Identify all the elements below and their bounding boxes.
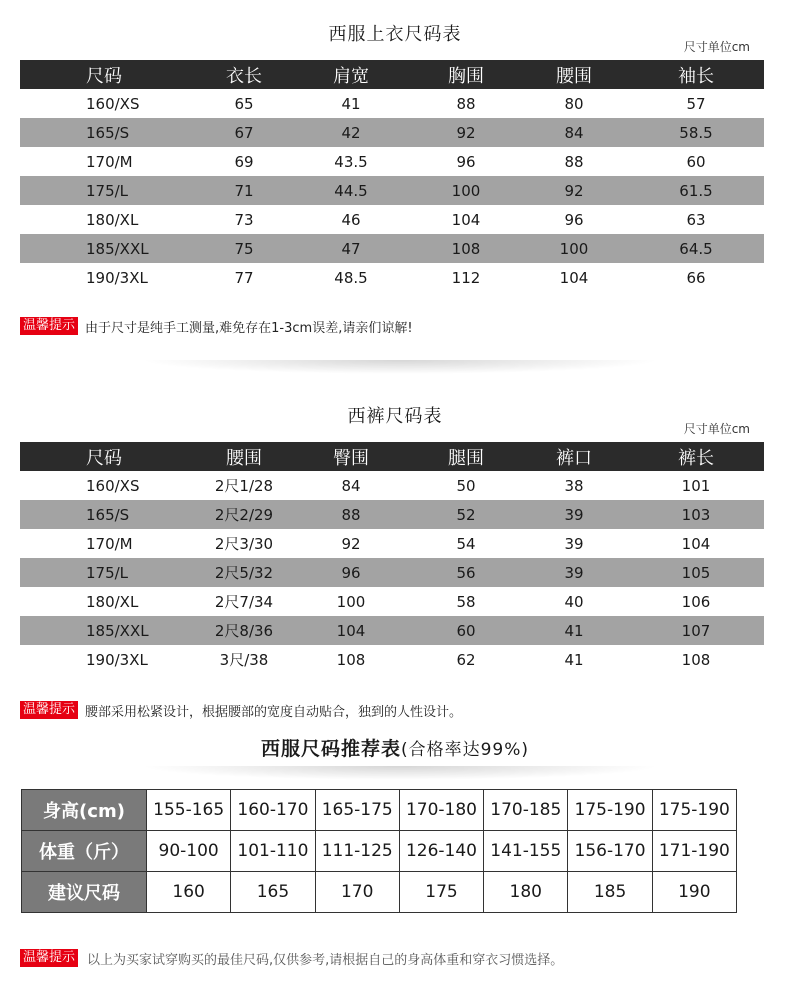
jacket-size-table — [20, 60, 764, 292]
table-cell: 156-170 — [568, 831, 652, 872]
table-cell: 96 — [564, 210, 584, 229]
table-cell: 165/S — [20, 118, 198, 147]
column-header: 裤口 — [520, 442, 628, 471]
table-cell: 104 — [681, 534, 711, 553]
table-cell: 165/S — [20, 500, 198, 529]
table-cell: 71 — [198, 176, 290, 205]
row-header: 建议尺码 — [22, 872, 147, 913]
table-cell: 39 — [520, 558, 628, 587]
table-row — [20, 645, 764, 674]
table-cell: 100 — [412, 176, 520, 205]
table-cell: 69 — [234, 152, 254, 171]
jacket-unit-label: 尺寸单位cm — [683, 40, 750, 54]
table-cell: 104 — [559, 268, 589, 287]
table-cell: 52 — [412, 500, 520, 529]
table-cell: 111-125 — [315, 831, 399, 872]
table-cell: 170-185 — [484, 790, 568, 831]
table-cell: 107 — [628, 616, 764, 645]
table-cell: 41 — [341, 94, 361, 113]
table-cell: 185 — [568, 872, 652, 913]
table-cell: 160 — [147, 872, 231, 913]
table-cell: 39 — [520, 500, 628, 529]
table-cell: 64.5 — [628, 234, 764, 263]
table-row — [20, 471, 764, 500]
table-cell: 40 — [564, 592, 584, 611]
table-cell: 57 — [686, 94, 706, 113]
table-cell: 180/XL — [86, 210, 139, 229]
tip-badge: 温馨提示 — [20, 317, 78, 335]
table-cell: 92 — [520, 176, 628, 205]
table-cell: 46 — [341, 210, 361, 229]
table-cell: 141-155 — [484, 831, 568, 872]
jacket-header-row — [20, 60, 764, 89]
table-cell: 165 — [231, 872, 315, 913]
jacket-tip — [20, 317, 413, 335]
table-cell: 48.5 — [334, 268, 368, 287]
section-divider — [140, 766, 660, 780]
table-cell: 160/XS — [86, 476, 140, 495]
table-cell: 42 — [290, 118, 412, 147]
table-cell: 170/M — [86, 534, 133, 553]
table-cell: 2尺1/28 — [214, 477, 274, 495]
pants-title: 西裤尺码表 — [347, 406, 443, 427]
column-header: 衣长 — [198, 60, 290, 89]
table-cell: 108 — [336, 650, 366, 669]
table-cell: 88 — [290, 500, 412, 529]
table-cell: 47 — [290, 234, 412, 263]
table-cell: 67 — [198, 118, 290, 147]
pants-body — [20, 471, 764, 674]
table-cell: 84 — [520, 118, 628, 147]
section-divider — [140, 360, 660, 374]
table-cell: 41 — [564, 650, 584, 669]
table-row — [20, 587, 764, 616]
table-cell: 77 — [234, 268, 254, 287]
table-cell: 175-190 — [652, 790, 736, 831]
table-cell: 180 — [484, 872, 568, 913]
column-header: 腰围 — [198, 442, 290, 471]
table-cell: 88 — [456, 94, 476, 113]
table-cell: 41 — [520, 616, 628, 645]
table-row — [20, 234, 764, 263]
table-cell: 104 — [290, 616, 412, 645]
table-cell: 44.5 — [290, 176, 412, 205]
table-cell: 170-180 — [399, 790, 483, 831]
table-cell: 50 — [456, 476, 476, 495]
recommend-title: 西服尺码推荐表(合格率达99%) — [260, 738, 530, 760]
table-cell: 96 — [456, 152, 476, 171]
table-cell: 92 — [341, 534, 361, 553]
tip-badge: 温馨提示 — [20, 949, 78, 967]
recommend-table — [21, 789, 737, 913]
pants-tip — [20, 701, 462, 719]
recommend-body — [22, 790, 737, 913]
table-cell: 175-190 — [568, 790, 652, 831]
pants-header-row — [20, 442, 764, 471]
jacket-body — [20, 89, 764, 292]
table-cell: 96 — [290, 558, 412, 587]
column-header: 臀围 — [290, 442, 412, 471]
column-header: 袖长 — [628, 60, 764, 89]
table-cell: 160/XS — [86, 94, 140, 113]
table-cell: 38 — [564, 476, 584, 495]
table-row — [20, 89, 764, 118]
table-row — [20, 529, 764, 558]
table-cell: 101-110 — [231, 831, 315, 872]
tip-text: 腰部采用松紧设计，根据腰部的宽度自动贴合，独到的人性设计。 — [85, 704, 463, 720]
table-cell: 190/3XL — [86, 268, 148, 287]
table-cell: 101 — [681, 476, 711, 495]
table-cell: 185/XXL — [20, 616, 198, 645]
recommend-tip — [20, 949, 563, 967]
table-cell: 100 — [336, 592, 366, 611]
table-cell: 75 — [198, 234, 290, 263]
table-cell: 90-100 — [147, 831, 231, 872]
table-cell: 65 — [234, 94, 254, 113]
table-cell: 62 — [456, 650, 476, 669]
table-row — [20, 263, 764, 292]
table-row — [20, 176, 764, 205]
table-cell: 3尺/38 — [219, 651, 269, 669]
table-cell: 2尺7/34 — [214, 593, 274, 611]
table-row — [20, 147, 764, 176]
table-cell: 2尺2/29 — [198, 500, 290, 529]
table-cell: 2尺8/36 — [198, 616, 290, 645]
table-cell: 175/L — [20, 176, 198, 205]
tip-text: 以上为买家试穿购买的最佳尺码,仅供参考,请根据自己的身高体重和穿衣习惯选择。 — [87, 952, 564, 968]
column-header: 胸围 — [412, 60, 520, 89]
column-header: 尺码 — [20, 442, 198, 471]
table-row — [20, 118, 764, 147]
table-cell: 60 — [686, 152, 706, 171]
table-cell: 170/M — [86, 152, 133, 171]
table-cell: 126-140 — [399, 831, 483, 872]
row-header: 体重（斤） — [22, 831, 147, 872]
column-header: 腰围 — [520, 60, 628, 89]
table-cell: 108 — [681, 650, 711, 669]
table-cell: 108 — [412, 234, 520, 263]
pants-size-table — [20, 442, 764, 674]
table-cell: 88 — [564, 152, 584, 171]
pants-unit-label: 尺寸单位cm — [683, 422, 750, 436]
table-cell: 112 — [451, 268, 481, 287]
table-cell: 43.5 — [334, 152, 368, 171]
table-cell: 80 — [564, 94, 584, 113]
table-row — [22, 790, 737, 831]
column-header: 肩宽 — [290, 60, 412, 89]
jacket-title: 西服上衣尺码表 — [328, 24, 462, 45]
column-header: 裤长 — [628, 442, 764, 471]
table-cell: 2尺3/30 — [214, 535, 274, 553]
table-cell: 175/L — [20, 558, 198, 587]
table-row — [22, 831, 737, 872]
table-cell: 190 — [652, 872, 736, 913]
table-cell: 56 — [412, 558, 520, 587]
recommend-title-suffix: (合格率达99%) — [400, 740, 530, 760]
table-cell: 106 — [681, 592, 711, 611]
table-cell: 92 — [412, 118, 520, 147]
table-cell: 66 — [686, 268, 706, 287]
table-row — [20, 205, 764, 234]
table-cell: 103 — [628, 500, 764, 529]
table-cell: 175 — [399, 872, 483, 913]
table-cell: 104 — [451, 210, 481, 229]
table-row — [22, 872, 737, 913]
column-header: 腿围 — [412, 442, 520, 471]
table-cell: 180/XL — [86, 592, 139, 611]
table-cell: 105 — [628, 558, 764, 587]
table-cell: 190/3XL — [86, 650, 148, 669]
table-cell: 58.5 — [628, 118, 764, 147]
table-cell: 155-165 — [147, 790, 231, 831]
table-cell: 63 — [686, 210, 706, 229]
table-cell: 2尺5/32 — [198, 558, 290, 587]
table-cell: 61.5 — [628, 176, 764, 205]
table-cell: 60 — [412, 616, 520, 645]
tip-badge: 温馨提示 — [20, 701, 78, 719]
table-cell: 165-175 — [315, 790, 399, 831]
table-row — [20, 558, 764, 587]
table-cell: 100 — [520, 234, 628, 263]
table-row — [20, 500, 764, 529]
table-cell: 185/XXL — [20, 234, 198, 263]
table-cell: 171-190 — [652, 831, 736, 872]
table-row — [20, 616, 764, 645]
table-cell: 73 — [234, 210, 254, 229]
table-cell: 54 — [456, 534, 476, 553]
row-header: 身高(cm) — [22, 790, 147, 831]
tip-text: 由于尺寸是纯手工测量,难免存在1-3cm误差,请亲们谅解! — [85, 320, 413, 336]
column-header: 尺码 — [20, 60, 198, 89]
table-cell: 58 — [456, 592, 476, 611]
table-cell: 160-170 — [231, 790, 315, 831]
table-cell: 84 — [341, 476, 361, 495]
table-cell: 39 — [564, 534, 584, 553]
table-cell: 170 — [315, 872, 399, 913]
